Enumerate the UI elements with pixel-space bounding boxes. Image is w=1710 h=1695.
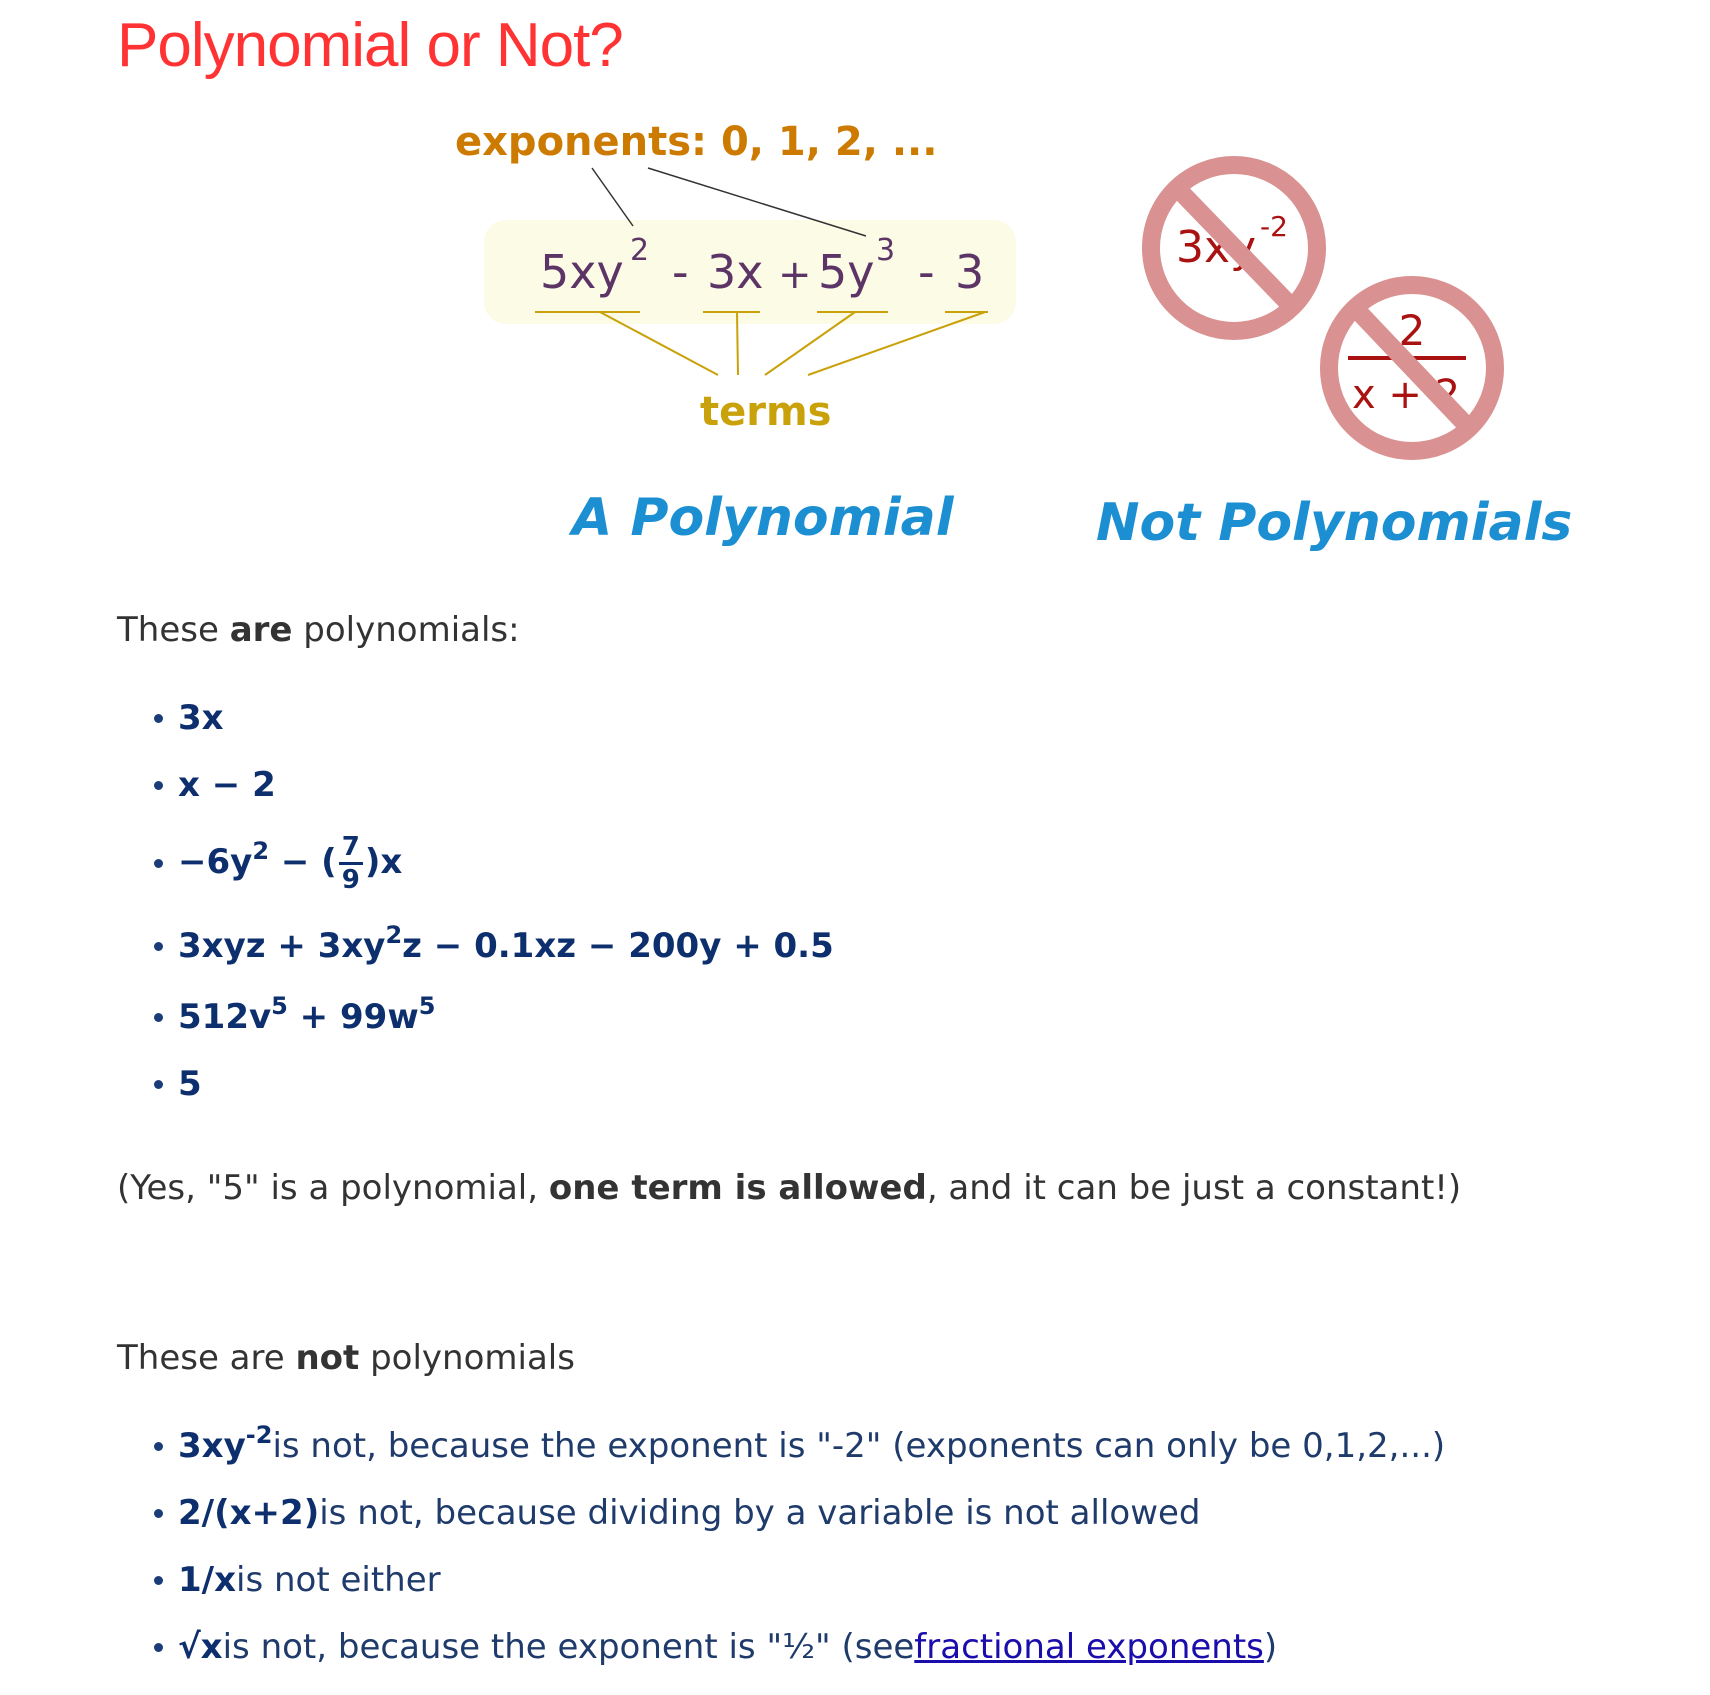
forbidden-sign-1: [1151, 165, 1317, 331]
polynomial-figure: [0, 0, 1710, 580]
term-5xy2: 5xy: [540, 245, 624, 299]
term-3x: 3x: [707, 245, 764, 299]
forbidden-fraction-denominator: x + 2: [1351, 372, 1461, 418]
exponent-pointer-line: [592, 168, 633, 226]
operator-minus: -: [918, 245, 935, 299]
list-item: √x is not, because the exponent is "½" (see fractional exponents ): [178, 1613, 1445, 1680]
list-item: 5: [178, 1050, 834, 1117]
list-item: 1/x is not either: [178, 1546, 1445, 1613]
term-3: 3: [955, 245, 985, 299]
list-item: 2/(x+2) is not, because dividing by a variable is not allowed: [178, 1479, 1445, 1546]
are-polynomials-intro: [117, 610, 520, 650]
term-connector: [737, 312, 738, 375]
fractional-exponents-link[interactable]: fractional exponents: [914, 1626, 1264, 1667]
intro-text: polynomials:: [292, 610, 520, 650]
operator-minus: -: [672, 245, 689, 299]
forbidden-sign-2: [1329, 285, 1495, 451]
list-item: x − 2: [178, 751, 834, 818]
exponents-label: exponents: 0, 1, 2, ...: [455, 119, 938, 165]
terms-label: terms: [700, 389, 832, 435]
list-item: $512v^5 + 99w^5$: [178, 983, 834, 1050]
term-5y3-exponent: 3: [876, 233, 896, 268]
intro-bold: are: [229, 610, 293, 650]
polynomial-list: [178, 684, 834, 1117]
forbidden-fraction-numerator: 2: [1398, 306, 1426, 355]
intro-text: These: [117, 610, 230, 650]
fraction: $\frac{7}{9}$: [339, 834, 363, 893]
constant-note: (Yes, "5" is a polynomial, one term is allowed, and it can be just a constant!): [117, 1168, 1462, 1208]
polynomial-caption: A Polynomial: [572, 488, 954, 548]
not-polynomial-list: [178, 1412, 1445, 1680]
list-item: $3xy^{-2}$ is not, because the exponent is "-2" (exponents can only be 0,1,2,...): [178, 1412, 1445, 1479]
list-item: 3x: [178, 684, 834, 751]
operator-plus: +: [778, 252, 812, 298]
forbidden-expr-exponent: -2: [1260, 210, 1288, 243]
term-5y3: 5y: [818, 245, 875, 299]
not-polynomials-caption: Not Polynomials: [1096, 493, 1573, 553]
list-item: $-6y^2$ − ( $\frac{7}{9}$ )x: [178, 818, 834, 908]
term-5xy2-exponent: 2: [630, 233, 650, 268]
forbidden-expr-base: 3xy: [1176, 222, 1257, 273]
not-polynomials-intro: These are not polynomials: [117, 1338, 575, 1378]
page-title: Polynomial or Not?: [117, 11, 623, 80]
list-item: $3xyz + 3xy^2z - 0.1xz - 200y + 0.5$: [178, 908, 834, 983]
